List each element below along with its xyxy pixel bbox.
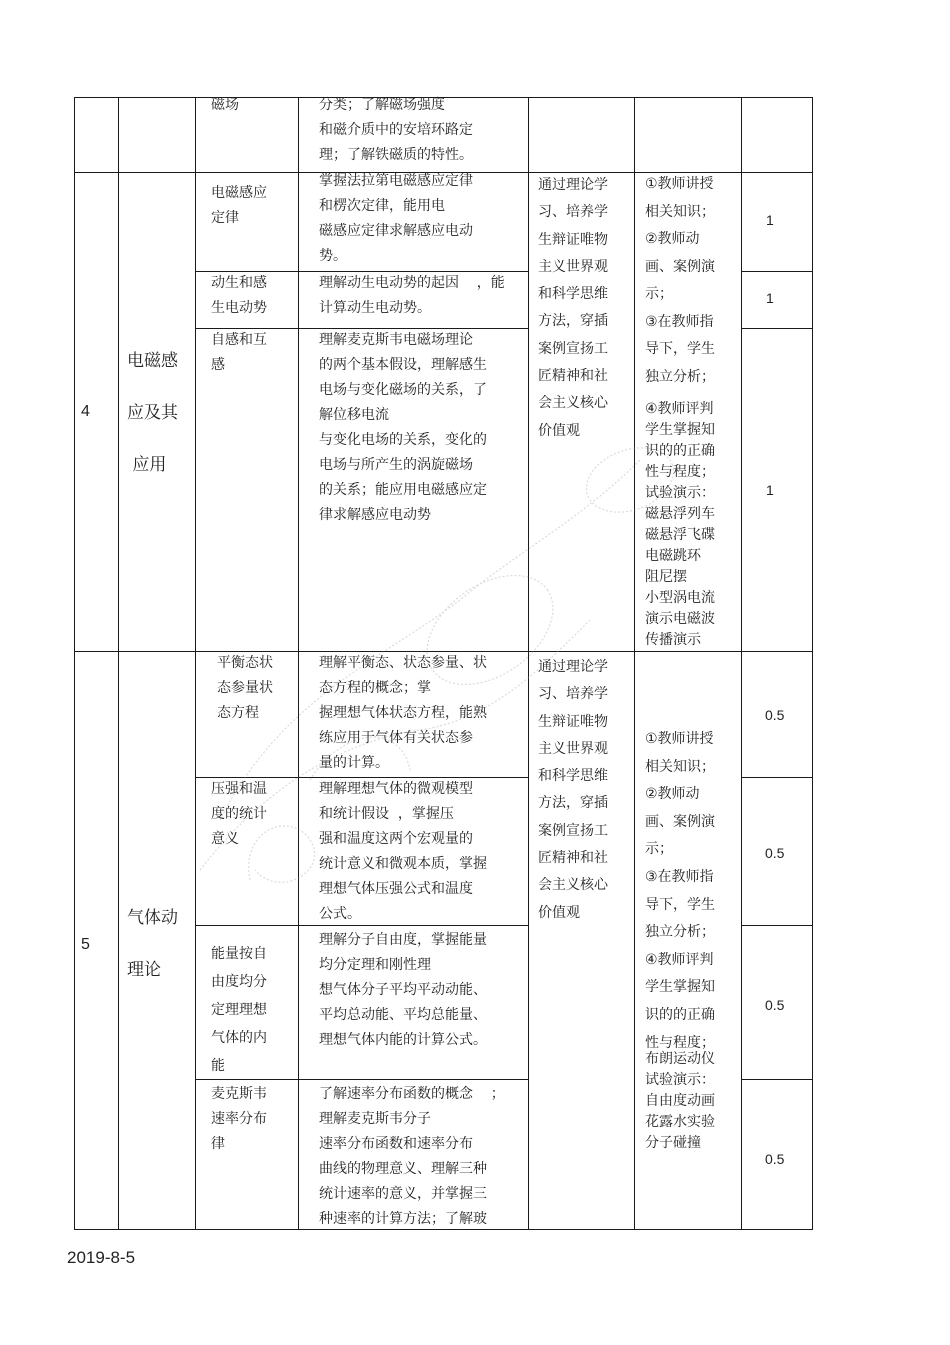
ch4-topic-1-hours: 1 [766, 212, 774, 228]
ch4-method-part1: ①教师讲授 相关知识； ②教师动 画、案例演 示； ③在教师指 导下，学生 独立分析； [645, 176, 715, 385]
col-border-left [74, 97, 75, 1230]
ch5-topic-4-hours: 0.5 [765, 1151, 785, 1167]
ch5-topic-4-name: 麦克斯韦 速率分布 律 [211, 1086, 267, 1152]
ch4-topic-3-content: 理解麦克斯韦电磁场理论 的两个基本假设，理解感生 电场与变化磁场的关系，了 解位移电流 与变化电场的关系，变化的 电场与所产生的涡旋磁场 的关系；能应用电磁感应定 律求解感应电动势 [319, 332, 487, 523]
ch5-method-part2: 布朗运动仪 试验演示： 自由度动画 花露水实验 分子碰撞 [645, 1051, 715, 1151]
ch5-topic-3-content: 理解分子自由度，掌握能量 均分定理和刚性理 想气体分子平均平动动能、 平均总动能、平均总能量、 理想气体内能的计算公式。 [319, 932, 487, 1048]
col-border-6 [741, 97, 742, 1230]
ch5-topic-2-content: 理解理想气体的微观模型 和统计假设 ，掌握压 强和温度这两个宏观量的 统计意义和微观本质，掌握 理想气体压强公式和温度 公式。 [319, 781, 487, 922]
ch4-topic-2-hours: 1 [766, 290, 774, 306]
ch5-topic-4-content: 了解速率分布函数的概念 ； 理解麦克斯韦分子 速率分布函数和速率分布 曲线的物理意义、理解三种 统计速率的意义，并掌握三 种速率的计算方法；了解玻 [319, 1086, 505, 1227]
cont-topic: 磁场 [211, 97, 239, 113]
ch5-topic-2-hours: 0.5 [765, 845, 785, 861]
ch5-number: 5 [81, 936, 90, 953]
ch4-teaching-goal: 通过理论学 习、培养学 生辩证唯物 主义世界观 和科学思维 方法，穿插 案例宣扬工 匠精神和社 会主义核心 价值观 [538, 177, 608, 439]
ch5-topic-1-hours: 0.5 [765, 707, 785, 723]
ch5-topic-1-name: 平衡态状 态参量状 态方程 [217, 655, 273, 721]
ch4-topic-2-content: 理解动生电动势的起因 ，能 计算动生电动势。 [319, 275, 505, 316]
ch4-topic-1-content: 掌握法拉第电磁感应定律 和楞次定律，能用电 磁感应定律求解感应电动 势。 [319, 173, 473, 264]
col-border-1 [118, 97, 119, 1230]
row-divider-ch4-t2-hours [741, 328, 813, 329]
ch5-chapter-title: 气体动 理论 [127, 908, 178, 980]
ch5-method-part1: ①教师讲授 相关知识； ②教师动 画、案例演 示； ③在教师指 导下，学生 独立分析； ④教师评判 学生掌握知 识的的正确 性与程度； [645, 731, 715, 1051]
row-divider-ch5-t1-hours [741, 777, 813, 778]
row-divider-ch4-t1-hours [741, 271, 813, 272]
ch4-chapter-title: 电磁感 应及其 应用 [127, 351, 178, 475]
ch4-topic-3-name: 自感和互 感 [211, 332, 267, 373]
col-border-right [812, 97, 813, 1230]
ch5-teaching-goal: 通过理论学 习、培养学 生辩证唯物 主义世界观 和科学思维 方法，穿插 案例宣扬工 匠精神和社 会主义核心 价值观 [538, 659, 608, 921]
ch5-topic-3-name: 能量按自 由度均分 定理理想 气体的内 能 [211, 946, 267, 1074]
ch4-topic-2-name: 动生和感 生电动势 [211, 275, 267, 316]
row-divider-ch5-t3-hours [741, 1079, 813, 1080]
footer-date: 2019-8-5 [67, 1248, 136, 1267]
ch5-topic-3-hours: 0.5 [765, 997, 785, 1013]
ch5-topic-1-content: 理解平衡态、状态参量、状 态方程的概念；掌 握理想气体状态方程，能熟 练应用于气体有关状态参 量的计算。 [319, 655, 487, 771]
ch4-method-part2: ④教师评判 学生掌握知 识的的正确 性与程度； 试验演示： 磁悬浮列车 磁悬浮飞碟 电磁跳环 阻尼摆 小型涡电流 演示电磁波 传播演示 [645, 401, 715, 648]
cont-content: 分类；了解磁场强度 和磁介质中的安培环路定 理；了解铁磁质的特性。 [319, 97, 473, 163]
ch4-number: 4 [81, 403, 90, 420]
row-divider-ch5-t2-hours [741, 925, 813, 926]
ch5-topic-2-name: 压强和温 度的统计 意义 [211, 781, 267, 847]
ch4-topic-1-name: 电磁感应 定律 [211, 185, 267, 226]
ch4-topic-3-hours: 1 [766, 482, 774, 498]
